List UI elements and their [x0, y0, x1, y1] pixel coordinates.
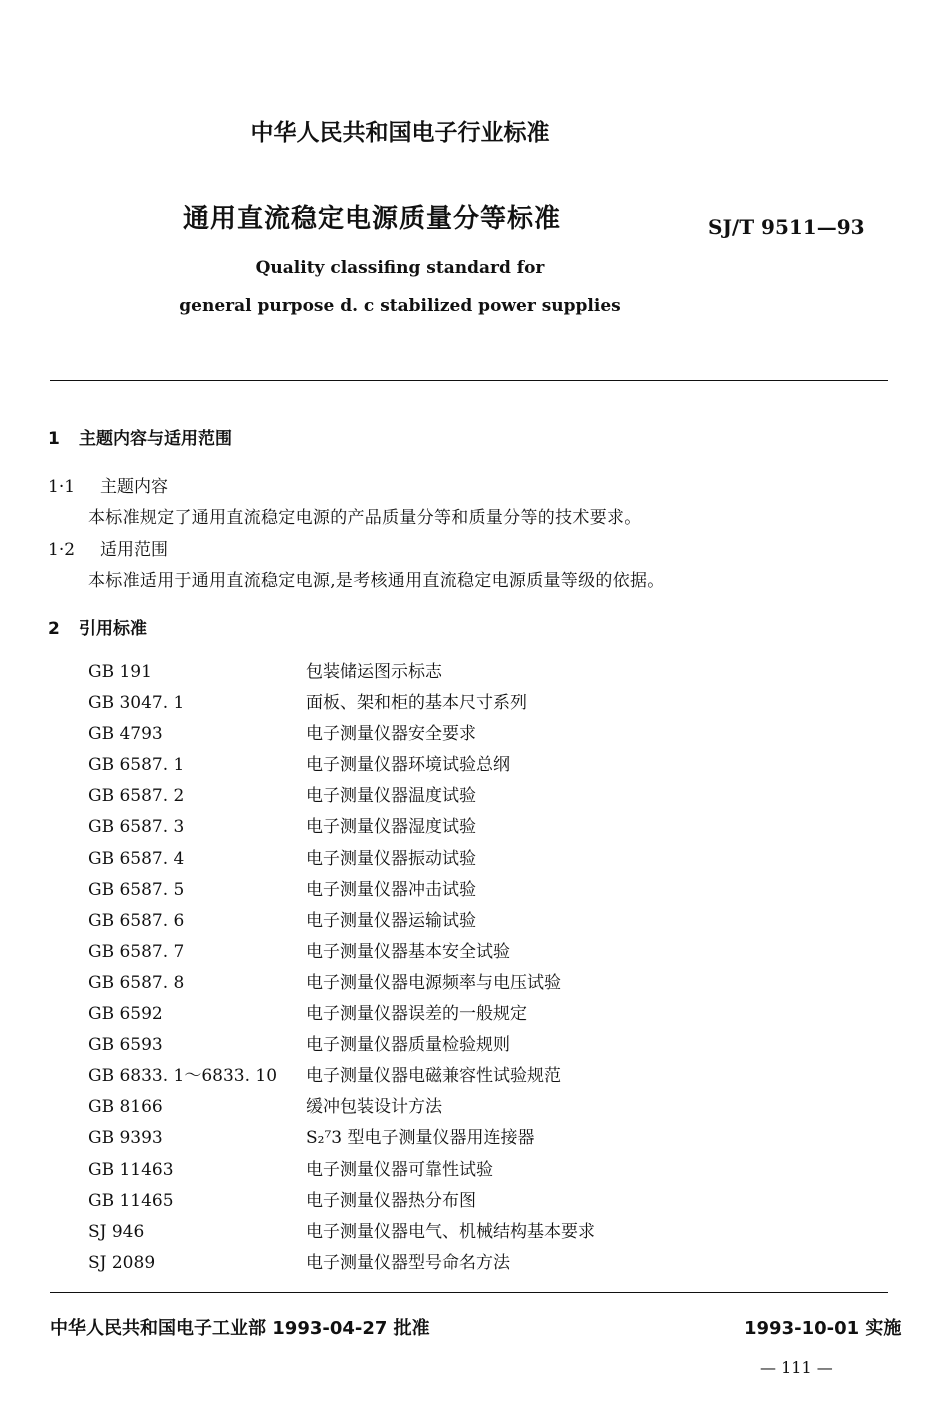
list-item: [88, 968, 595, 999]
list-item: [88, 1030, 595, 1061]
section-1-2-text: 本标准适用于通用直流稳定电源,是考核通用直流稳定电源质量等级的依据。: [88, 571, 665, 591]
reference-code: GB 6587. 2: [88, 786, 185, 807]
section-2-number: 2: [48, 619, 60, 639]
list-item: [88, 937, 595, 968]
reference-title: S₂⁷3 型电子测量仪器用连接器: [306, 1128, 535, 1149]
page-number: — 111 —: [760, 1358, 833, 1377]
reference-title: 电子测量仪器冲击试验: [306, 879, 476, 900]
reference-code: GB 6587. 7: [88, 941, 185, 962]
section-1-2-heading: [48, 535, 168, 560]
list-item: [88, 1123, 595, 1154]
reference-title: 电子测量仪器湿度试验: [306, 817, 476, 838]
effective-date: 1993-10-01 实施: [744, 1318, 902, 1339]
list-item: [88, 1186, 595, 1217]
list-item: [88, 1155, 595, 1186]
reference-title: 电子测量仪器基本安全试验: [306, 941, 510, 962]
reference-title: 电子测量仪器电源频率与电压试验: [306, 972, 561, 993]
reference-title: 电子测量仪器电气、机械结构基本要求: [306, 1221, 595, 1242]
section-1-2-title: 适用范围: [100, 540, 168, 560]
reference-title: 缓冲包装设计方法: [306, 1097, 442, 1118]
reference-code: GB 9393: [88, 1128, 163, 1149]
list-item: [88, 657, 595, 688]
reference-code: GB 6587. 6: [88, 910, 185, 931]
reference-code: GB 6587. 8: [88, 972, 185, 993]
reference-code: GB 6593: [88, 1035, 163, 1056]
header-divider: [50, 380, 888, 381]
list-item: [88, 812, 595, 843]
reference-title: 面板、架和柜的基本尺寸系列: [306, 693, 527, 714]
approval-statement: 中华人民共和国电子工业部 1993-04-27 批准: [50, 1318, 430, 1339]
standard-header-title: 中华人民共和国电子行业标准: [250, 120, 550, 146]
reference-code: GB 6592: [88, 1004, 163, 1025]
section-1-heading: [48, 424, 232, 449]
reference-title: 电子测量仪器温度试验: [306, 786, 476, 807]
section-1-1-text: 本标准规定了通用直流稳定电源的产品质量分等和质量分等的技术要求。: [88, 508, 642, 528]
section-1-number: 1: [48, 429, 60, 449]
reference-standards-list: [88, 657, 595, 1279]
list-item: [88, 999, 595, 1030]
reference-code: GB 6587. 3: [88, 817, 185, 838]
reference-code: GB 8166: [88, 1097, 163, 1118]
english-title-line-1: Quality classifing standard for: [255, 258, 545, 278]
list-item: [88, 1092, 595, 1123]
reference-title: 电子测量仪器误差的一般规定: [306, 1004, 527, 1025]
document-title: 通用直流稳定电源质量分等标准: [183, 204, 562, 234]
section-2-title: 引用标准: [79, 619, 147, 639]
section-1-2-number: 1·2: [48, 540, 76, 560]
list-item: [88, 1061, 595, 1092]
reference-title: 电子测量仪器型号命名方法: [306, 1252, 510, 1273]
english-title-line-2: general purpose d. c stabilized power supplies: [179, 296, 621, 316]
reference-code: GB 6833. 1～6833. 10: [88, 1066, 278, 1087]
reference-title: 电子测量仪器安全要求: [306, 724, 476, 745]
reference-code: GB 11465: [88, 1190, 174, 1211]
list-item: [88, 1248, 595, 1279]
footer-divider: [50, 1292, 888, 1293]
reference-code: GB 6587. 5: [88, 879, 185, 900]
reference-title: 电子测量仪器电磁兼容性试验规范: [306, 1066, 561, 1087]
list-item: [88, 750, 595, 781]
reference-title: 电子测量仪器质量检验规则: [306, 1035, 510, 1056]
reference-title: 电子测量仪器振动试验: [306, 848, 476, 869]
reference-code: SJ 2089: [88, 1252, 156, 1273]
reference-code: GB 3047. 1: [88, 693, 185, 714]
section-1-1-title: 主题内容: [100, 477, 168, 497]
reference-title: 电子测量仪器运输试验: [306, 910, 476, 931]
reference-code: GB 6587. 4: [88, 848, 185, 869]
list-item: [88, 1217, 595, 1248]
section-2-heading: [48, 614, 147, 639]
section-1-1-heading: [48, 472, 168, 497]
list-item: [88, 781, 595, 812]
document-code: SJ/T 9511—93: [708, 215, 865, 239]
reference-code: GB 6587. 1: [88, 755, 185, 776]
list-item: [88, 906, 595, 937]
reference-title: 电子测量仪器热分布图: [306, 1190, 476, 1211]
reference-code: SJ 946: [88, 1221, 145, 1242]
list-item: [88, 875, 595, 906]
reference-title: 电子测量仪器环境试验总纲: [306, 755, 510, 776]
list-item: [88, 844, 595, 875]
reference-code: GB 4793: [88, 724, 163, 745]
reference-code: GB 191: [88, 662, 152, 682]
section-1-1-number: 1·1: [48, 477, 76, 497]
section-1-title: 主题内容与适用范围: [79, 429, 232, 449]
reference-title: 包装储运图示标志: [306, 662, 442, 682]
list-item: [88, 719, 595, 750]
reference-title: 电子测量仪器可靠性试验: [306, 1159, 493, 1180]
list-item: [88, 688, 595, 719]
reference-code: GB 11463: [88, 1159, 174, 1180]
